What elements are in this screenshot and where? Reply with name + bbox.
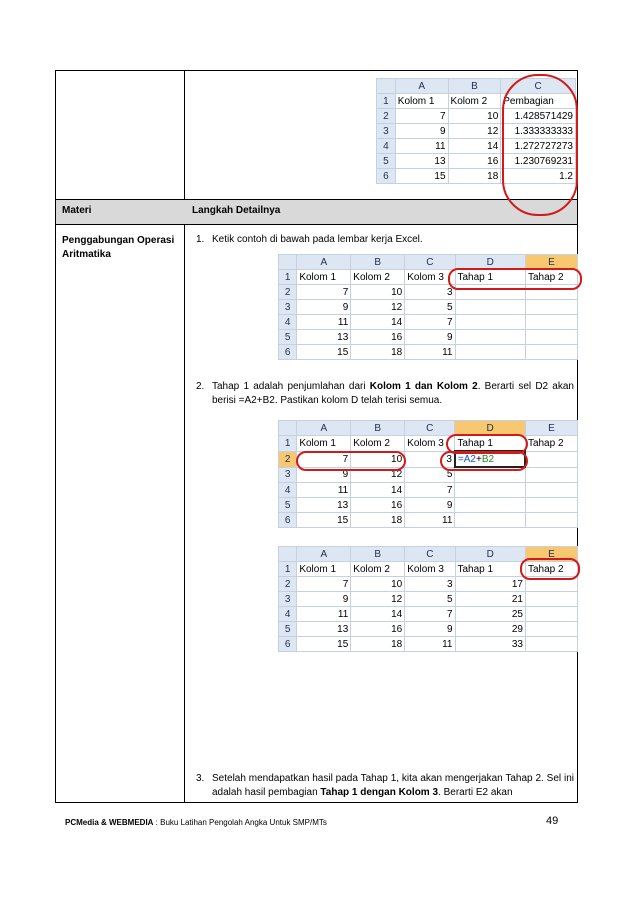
cell: 12 xyxy=(448,124,501,139)
footer-text: : Buku Latihan Pengolah Angka Untuk SMP/MTs xyxy=(153,818,327,827)
row-header: 4 xyxy=(279,483,297,498)
cell: 14 xyxy=(351,607,405,622)
table-row xyxy=(279,300,578,315)
cell: Pembagian xyxy=(501,94,576,109)
footer-brand: PCMedia & WEBMEDIA xyxy=(65,818,154,827)
step-number: 3. xyxy=(196,773,205,784)
cell: 14 xyxy=(351,315,405,330)
cell: 18 xyxy=(351,513,405,528)
header-materi: Materi xyxy=(62,205,92,216)
sheet-corner xyxy=(279,421,297,436)
cell: Tahap 1 xyxy=(455,436,526,452)
cell: 16 xyxy=(448,154,501,169)
table-row xyxy=(279,607,578,622)
cell: 9 xyxy=(297,300,351,315)
cell: Kolom 2 xyxy=(351,562,405,577)
row-header: 4 xyxy=(279,315,297,330)
cell xyxy=(455,483,526,498)
cell: 18 xyxy=(448,169,501,184)
sheet-corner xyxy=(279,255,297,270)
cell: 11 xyxy=(297,315,351,330)
cell xyxy=(525,345,577,360)
cell xyxy=(525,330,577,345)
column-header: D xyxy=(455,421,526,436)
cell: 3 xyxy=(405,285,455,300)
cell: 16 xyxy=(351,622,405,637)
step-number: 2. xyxy=(196,381,205,392)
cell: 9 xyxy=(297,592,351,607)
step-text-part: . Berarti E2 akan xyxy=(438,787,513,798)
row-header: 1 xyxy=(377,94,396,109)
column-header: A xyxy=(297,421,351,436)
table-row xyxy=(279,498,578,513)
row-header: 4 xyxy=(377,139,396,154)
column-header: B xyxy=(351,255,405,270)
cell xyxy=(455,513,526,528)
step-text-bold: Kolom 1 dan Kolom 2 xyxy=(369,381,478,392)
highlight-ring-pembagian xyxy=(502,74,578,216)
cell: 9 xyxy=(297,467,351,483)
cell xyxy=(455,345,525,360)
row-header: 3 xyxy=(377,124,396,139)
column-header: B xyxy=(351,547,405,562)
cell: 11 xyxy=(405,637,455,652)
row-header: 1 xyxy=(279,270,297,285)
cell: Kolom 1 xyxy=(297,270,351,285)
cell: Kolom 1 xyxy=(395,94,448,109)
cell: 14 xyxy=(448,139,501,154)
cell: 1.428571429 xyxy=(501,109,576,124)
cell xyxy=(525,607,577,622)
cell: Tahap 1 xyxy=(455,562,525,577)
cell: 11 xyxy=(405,513,455,528)
column-header: D xyxy=(455,547,525,562)
excel-sheet-2 xyxy=(278,420,578,528)
cell: 15 xyxy=(297,513,351,528)
row-header: 1 xyxy=(279,562,297,577)
cell: Kolom 2 xyxy=(351,436,405,452)
column-header: A xyxy=(297,255,351,270)
cell: 7 xyxy=(297,577,351,592)
cell: 9 xyxy=(405,498,455,513)
row-header: 5 xyxy=(279,330,297,345)
step-text xyxy=(212,772,574,800)
cell: 15 xyxy=(297,345,351,360)
row-header: 5 xyxy=(279,498,297,513)
cell: 3 xyxy=(405,451,455,467)
cell: 21 xyxy=(455,592,525,607)
step-text: Ketik contoh di bawah pada lembar kerja Excel. xyxy=(212,234,423,245)
cell: 11 xyxy=(297,483,351,498)
page-footer xyxy=(65,818,327,827)
row-header: 3 xyxy=(279,467,297,483)
cell xyxy=(525,467,577,483)
cell: 12 xyxy=(351,592,405,607)
cell: 10 xyxy=(351,577,405,592)
cell xyxy=(525,483,577,498)
cell: 7 xyxy=(405,315,455,330)
cell: Tahap 2 xyxy=(525,270,577,285)
cell: 10 xyxy=(351,451,405,467)
highlight-ring-tahap2 xyxy=(520,558,580,580)
formula-operator: + xyxy=(475,453,482,465)
cell: 1.333333333 xyxy=(501,124,576,139)
cell: 10 xyxy=(448,109,501,124)
column-header: D xyxy=(455,255,525,270)
cell: 13 xyxy=(297,330,351,345)
row-header: 6 xyxy=(377,169,396,184)
cell: Kolom 3 xyxy=(405,270,455,285)
cell xyxy=(525,592,577,607)
row-header: 2 xyxy=(279,285,297,300)
cell: 1.272727273 xyxy=(501,139,576,154)
cell: 13 xyxy=(297,498,351,513)
cell: 11 xyxy=(405,345,455,360)
cell xyxy=(455,330,525,345)
table-row xyxy=(279,315,578,330)
header-langkah: Langkah Detailnya xyxy=(192,205,281,216)
table-header-row xyxy=(56,199,577,225)
cell: 13 xyxy=(297,622,351,637)
cell: 17 xyxy=(455,577,525,592)
cell: 29 xyxy=(455,622,525,637)
formula-ref-a: =A2 xyxy=(457,453,476,465)
cell: 10 xyxy=(351,285,405,300)
cell: 9 xyxy=(405,622,455,637)
step-text-part: Tahap 1 adalah penjumlahan dari xyxy=(212,381,370,392)
row-header: 5 xyxy=(279,622,297,637)
cell: Tahap 2 xyxy=(525,436,577,452)
cell xyxy=(525,498,577,513)
row-header: 6 xyxy=(279,345,297,360)
cell: 5 xyxy=(405,592,455,607)
page-number: 49 xyxy=(546,815,559,827)
table-row xyxy=(279,592,578,607)
row-header: 1 xyxy=(279,436,297,452)
step-text-part: . Berarti sel D2 akan berisi =A2+B2. Pastikan kolom D telah terisi semua. xyxy=(212,381,574,406)
header-bottom-border xyxy=(56,224,577,225)
table-row xyxy=(279,483,578,498)
cell: 9 xyxy=(405,330,455,345)
column-header: C xyxy=(405,255,455,270)
step-text-bold: Tahap 1 dengan Kolom 3 xyxy=(320,787,439,798)
cell: 5 xyxy=(405,300,455,315)
table-row xyxy=(279,637,578,652)
sheet-corner xyxy=(377,79,396,94)
column-header: C xyxy=(405,547,455,562)
cell: 25 xyxy=(455,607,525,622)
cell xyxy=(455,315,525,330)
column-header: A xyxy=(297,547,351,562)
cell: 7 xyxy=(297,285,351,300)
cell: 11 xyxy=(297,607,351,622)
cell: 1.2 xyxy=(501,169,576,184)
cell: 15 xyxy=(395,169,448,184)
cell: 7 xyxy=(395,109,448,124)
cell xyxy=(525,637,577,652)
formula-ref-b: B2 xyxy=(481,453,495,465)
column-header: A xyxy=(395,79,448,94)
row-header: 6 xyxy=(279,513,297,528)
column-header: E xyxy=(525,421,577,436)
column-header: E xyxy=(525,547,577,562)
table-row xyxy=(279,513,578,528)
cell: 9 xyxy=(395,124,448,139)
cell: 12 xyxy=(351,467,405,483)
cell: Kolom 1 xyxy=(297,562,351,577)
table-row xyxy=(279,330,578,345)
column-header: C xyxy=(501,79,576,94)
step-number: 1. xyxy=(196,234,205,245)
highlight-ring-a2-b2 xyxy=(296,451,406,471)
cell: 12 xyxy=(351,300,405,315)
highlight-ring-formula xyxy=(440,451,528,471)
cell xyxy=(455,300,525,315)
column-header: B xyxy=(448,79,501,94)
cell: 7 xyxy=(297,451,351,467)
column-header: E xyxy=(525,255,577,270)
cell: 15 xyxy=(297,637,351,652)
cell xyxy=(525,315,577,330)
cell: 13 xyxy=(395,154,448,169)
step-text-part: Setelah mendapatkan hasil pada Tahap 1, kita akan mengerjakan Tahap 2. Sel ini adalah hasil pembagian xyxy=(212,773,574,798)
row-header: 3 xyxy=(279,592,297,607)
cell xyxy=(525,451,577,467)
column-header: C xyxy=(405,421,455,436)
table-row xyxy=(279,622,578,637)
column-divider xyxy=(184,71,185,802)
cell: Kolom 2 xyxy=(351,270,405,285)
cell xyxy=(525,513,577,528)
cell: 11 xyxy=(395,139,448,154)
table-row xyxy=(279,345,578,360)
cell xyxy=(455,498,526,513)
cell: 14 xyxy=(351,483,405,498)
cell: 7 xyxy=(405,607,455,622)
cell: 3 xyxy=(405,577,455,592)
materi-label: Penggabungan Operasi Aritmatika xyxy=(62,235,175,260)
row-header: 3 xyxy=(279,300,297,315)
row-header: 4 xyxy=(279,607,297,622)
cell: 18 xyxy=(351,345,405,360)
row-header: 2 xyxy=(279,451,297,467)
cell: Kolom 2 xyxy=(448,94,501,109)
cell: 16 xyxy=(351,330,405,345)
cell: 16 xyxy=(351,498,405,513)
row-header: 2 xyxy=(279,577,297,592)
sheet-corner xyxy=(279,547,297,562)
cell xyxy=(525,300,577,315)
header-top-border xyxy=(56,199,577,200)
cell: 1.230769231 xyxy=(501,154,576,169)
cell: Kolom 3 xyxy=(405,436,455,452)
cell: 7 xyxy=(405,483,455,498)
cell: 33 xyxy=(455,637,525,652)
cell: Kolom 1 xyxy=(297,436,351,452)
cell: 18 xyxy=(351,637,405,652)
table-row xyxy=(279,436,578,452)
row-header: 5 xyxy=(377,154,396,169)
row-header: 2 xyxy=(377,109,396,124)
cell: Tahap 2 xyxy=(525,562,577,577)
step-text xyxy=(212,380,574,408)
cell: Kolom 3 xyxy=(405,562,455,577)
cell xyxy=(525,622,577,637)
highlight-ring-tahap xyxy=(448,268,582,290)
row-header: 6 xyxy=(279,637,297,652)
cell: Tahap 1 xyxy=(455,270,525,285)
cell: 5 xyxy=(405,467,455,483)
column-header: B xyxy=(351,421,405,436)
